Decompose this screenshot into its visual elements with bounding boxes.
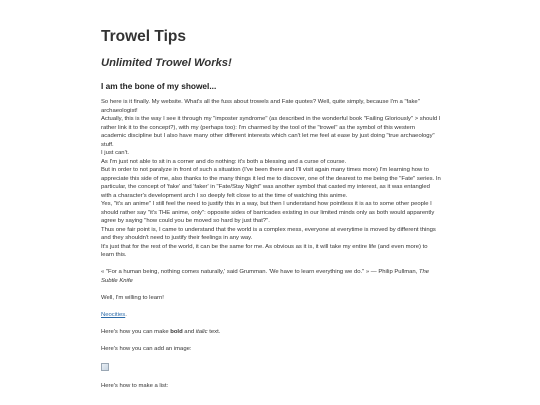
broken-image-icon [101, 363, 109, 371]
paragraph-imposter: Actually, this is the way I see it through my "imposter syndrome" (as described in the wonderful book "Failing Gloriously" > should I rather link it to the concept?), with my (perhaps too): I'm charmed by the tool of the "trowel" as the symbol of this western academic discipline but I also have many other different interests which can't let me feel at ease by just doing "true archaeology" stuff. [101, 116, 441, 148]
image-placeholder-line [101, 362, 441, 374]
paragraph-anime: Yes, "it's an anime" I still feel the need to justify this in a way, but then I understand how pointless it is as to some other people I should rather say "it's THE anime, only": opposite sides of barricades existing in our limited minds only as both would apparently agree by saying "how could you be moved so hard by just that?". [101, 201, 435, 224]
italic-sample: italic [195, 328, 208, 335]
quote-book: The Subtle Knife [101, 269, 430, 284]
article-body [101, 98, 441, 390]
formatting-middle: and [182, 328, 196, 335]
formatting-prefix: Here's how you can make [101, 328, 171, 335]
neocities-link[interactable]: Neocities [101, 311, 126, 318]
paragraph-intro: So here is it finally. My website. What's all the fuss about trowels and Fate quotes? Well, quite simply, because I'm a "fake" archaeologist! [101, 99, 420, 114]
quote [101, 268, 441, 285]
bold-sample: bold [170, 328, 183, 335]
list-line: Here's how to make a list: [101, 382, 169, 389]
paragraph-learn: It's just that for the rest of the world, it can be the same for me. As obvious as it is, it will take my entire life (and even more) to learn this. [101, 243, 428, 258]
link-line: Neocities. [101, 311, 127, 318]
paragraph-world: Thus one fair point is, I came to understand that the world is a complex mess, everyone at everytime is moved by different things and they shouldn't need to justify their feelings in any way. [101, 226, 436, 241]
section-heading: I am the bone of my showel... [101, 81, 217, 91]
quote-text: « "For a human being, nothing comes naturally,' said Grumman. 'We have to learn everything we do." » — Philip Pullman, [101, 269, 419, 275]
willing-text: Well, I'm willing to learn! [101, 294, 164, 301]
formatting-line [101, 328, 441, 337]
image-line: Here's how you can add an image: [101, 345, 192, 352]
paragraph-corner: As I'm just not able to sit in a corner and do nothing: it's both a blessing and a curse of course. [101, 158, 347, 165]
page-title: Trowel Tips [101, 28, 186, 45]
paragraph-cant: I just can't. [101, 150, 129, 156]
paragraph-fate: But in order to not paralyze in front of such a situation (I've been there and I'll visit again many times more) I'm learning how to appreciate this side of me, also thanks to the many things it led me to discover, one of the dearest to me being the "Fate" series. In particular, the concept of 'fake' and 'faker' in "Fate/Stay Night" was another symbol that casted my interest, as it was entangled with a character's development arch I so deeply felt close to at the time of watching this anime. [101, 167, 441, 199]
page-subtitle: Unlimited Trowel Works! [101, 57, 232, 69]
formatting-suffix: text. [207, 328, 221, 335]
